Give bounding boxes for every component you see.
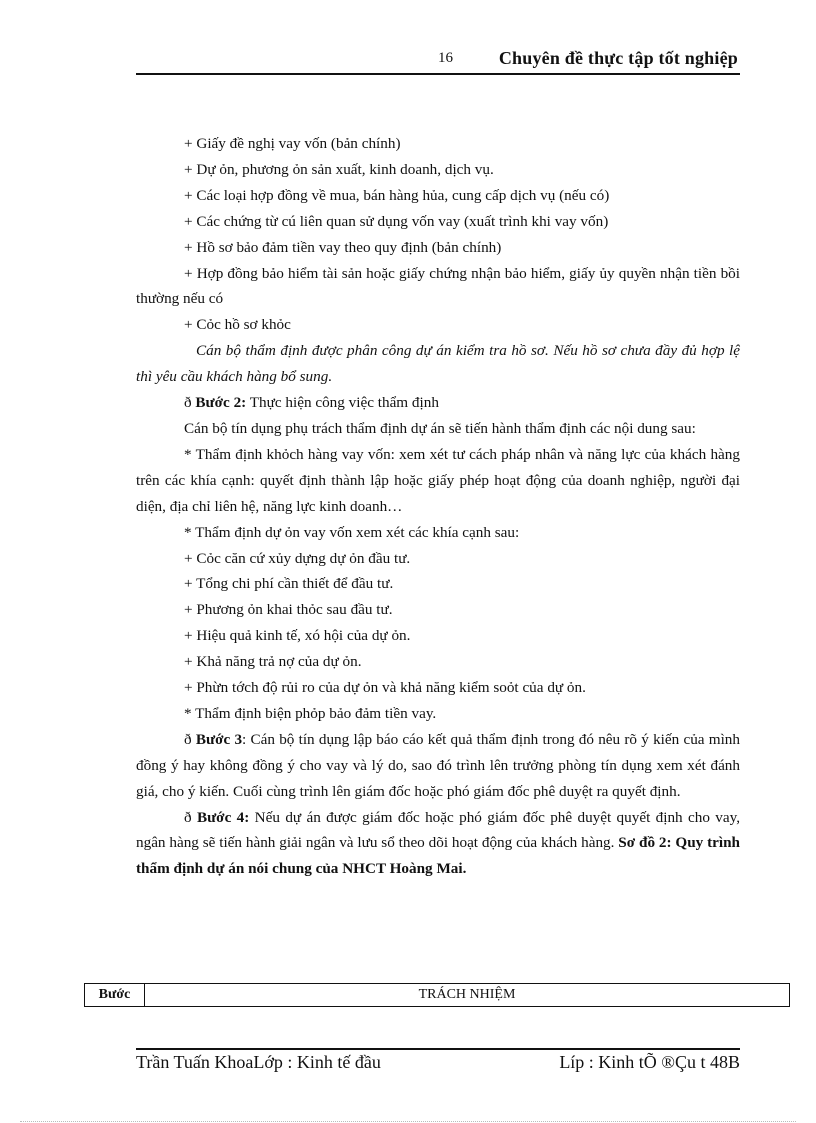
italic-note: Cán bộ thẩm định được phân công dự án kiểm tra hồ sơ. Nếu hồ sơ chưa đầy đủ hợp lệ thì yêu cầu khách hàng bổ sung. [136, 342, 740, 386]
customer-check: * Thẩm định khỏch hàng vay vốn: xem xét tư cách pháp nhân và năng lực của khách hàng trên các khía cạnh: quyết định thành lập hoặc giấy phép hoạt động của doanh nghiệp, người đại diện, địa chỉ liên hệ, năng lực kinh doanh… [136, 445, 740, 515]
list-item: + Hợp đồng bảo hiểm tài sản hoặc giấy chứng nhận bảo hiểm, giấy ủy quyền nhận tiền bồi thường nếu có [136, 264, 740, 308]
page-bottom-divider [20, 1121, 796, 1122]
list-item: + Phương ỏn khai thỏc sau đầu tư. [184, 601, 393, 619]
document-body [136, 131, 740, 882]
step-4-paragraph [136, 805, 740, 883]
step-2-intro: Cán bộ tín dụng phụ trách thẩm định dự án sẽ tiến hành thẩm định các nội dung sau: [184, 419, 696, 437]
list-item: + Dự ỏn, phương ỏn sản xuất, kinh doanh, dịch vụ. [184, 160, 494, 178]
page-number: 16 [438, 50, 453, 66]
list-item: + Hồ sơ bảo đảm tiền vay theo quy định (bản chính) [184, 238, 502, 256]
project-check: * Thẩm định dự ỏn vay vốn xem xét các khía cạnh sau: [184, 523, 520, 541]
step-bullet: ð [184, 808, 192, 826]
table-header-responsibility: TRÁCH NHIỆM [418, 987, 516, 1002]
header-title: Chuyên đề thực tập tốt nghiệp [498, 48, 738, 68]
step-bullet: ð [184, 730, 192, 748]
page-header [136, 46, 740, 72]
step-2-text: Thực hiện công việc thẩm định [246, 394, 439, 412]
step-3-label: Bước 3 [195, 730, 243, 748]
table-header-step: Bước [85, 984, 145, 1006]
page-footer [136, 1052, 740, 1078]
diagram-caption: Sơ đồ 2: Quy trình thẩm định dự án nói chung của NHCT Hoàng Mai. [136, 834, 740, 878]
step-2-heading [136, 390, 740, 416]
step-2-label: Bước 2: [195, 394, 247, 412]
security-check: * Thẩm định biện phỏp bảo đảm tiền vay. [184, 704, 437, 722]
list-item: + Các loại hợp đồng về mua, bán hàng hủa, cung cấp dịch vụ (nếu có) [184, 186, 610, 204]
step-3-text: : Cán bộ tín dụng lập báo cáo kết quả thẩm định trong đó nêu rõ ý kiến của mình đồng ý hay không đồng ý cho vay và lý do, sao đó trình lên trưởng phòng tín dụng xem xét đánh giá, cho ý kiến. Cuối cùng trình lên giám đốc hoặc phó giám đốc phê duyệt ra quyết định. [136, 730, 740, 800]
step-4-text: Nếu dự án được giám đốc hoặc phó giám đốc phê duyệt quyết định cho vay, ngân hàng sẽ tiến hành giải ngân và lưu sổ theo dõi hoạt động của khách hàng. [136, 808, 740, 852]
step-3-paragraph [136, 727, 740, 805]
list-item: + Cỏc căn cứ xủy dựng dự ỏn đầu tư. [184, 549, 411, 567]
list-item: + Khả năng trả nợ của dự ỏn. [184, 653, 362, 671]
list-item: + Phừn tớch độ rủi ro của dự ỏn và khả năng kiểm soỏt của dự ỏn. [184, 679, 586, 697]
footer-author: Trần Tuấn KhoaLớp : Kinh tế đầu [136, 1052, 381, 1072]
list-item: + Giấy đề nghị vay vốn (bản chính) [184, 135, 401, 152]
footer-rule [136, 1048, 740, 1050]
list-item: + Các chứng từ cú liên quan sử dụng vốn vay (xuất trình khi vay vốn) [184, 212, 609, 230]
step-bullet: ð [184, 394, 192, 412]
list-item: + Hiệu quả kinh tế, xó hội của dự ỏn. [184, 627, 411, 645]
responsibility-table [84, 983, 790, 1007]
footer-class: Líp : Kinh tÕ ®Çu t 48B [559, 1052, 740, 1072]
step-4-label: Bước 4: [196, 808, 250, 826]
header-rule [136, 73, 740, 75]
list-item: + Cỏc hồ sơ khỏc [184, 316, 291, 334]
list-item: + Tổng chi phí cần thiết để đầu tư. [184, 575, 394, 593]
